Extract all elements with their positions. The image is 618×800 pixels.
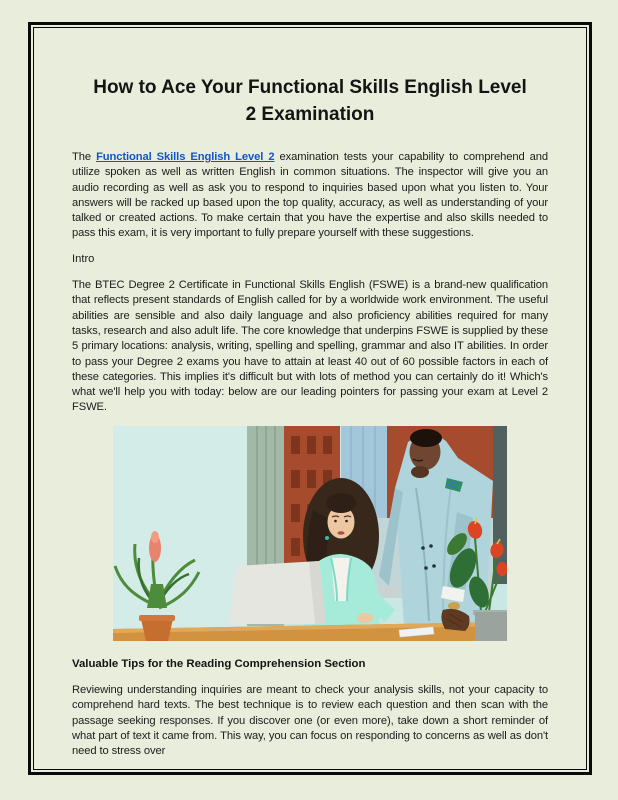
paragraph-overview bbox=[72, 150, 548, 242]
photo-gray-pot bbox=[475, 612, 507, 641]
page-title-line1: How to Ace Your Functional Skills English Level bbox=[93, 77, 527, 98]
photo-woman-lips bbox=[338, 531, 345, 535]
page-content bbox=[33, 27, 587, 770]
photo-woman-earring bbox=[325, 536, 329, 540]
paragraph-overview-prefix: The bbox=[72, 151, 97, 163]
functional-skills-link[interactable]: Functional Skills English Level 2 bbox=[96, 151, 275, 163]
paragraph-tips: Reviewing understanding inquiries are meant to check your analysis skills, not your capacity to comprehend hard texts. The best technique is to review each question and then scan with the passage seeking responses. If you discover one (or even more), take down a short reminder of what part of text it came from. This way, you can focus on responding to concerns as well as don't need to stress over bbox=[72, 684, 548, 758]
office-photo-illustration bbox=[113, 426, 507, 641]
photo-man-beard bbox=[411, 466, 429, 478]
photo-wall-left bbox=[113, 426, 249, 641]
page-border bbox=[28, 22, 592, 775]
paragraph-intro: The BTEC Degree 2 Certificate in Functional Skills English (FSWE) is a brand-new qualification that reflects present standards of English called for by a worldwide work environment. The useful abilities are sensible and also daily language and also proficiency abilities required for many tasks, research and also adult life. The core knowledge that underpins FSWE is supplied by these 5 primary locations: analysis, writing, spelling and spelling, grammar and also IT abilities. In order to pass your Degree 2 exams you have to attain at least 40 out of 60 possible factors in each of these categories. This implies it's difficult but with lots of method you can certainly do it! Which's what we'll help you with today: below are our leading pointers for passing your exam at Level 2 FSWE. bbox=[72, 279, 548, 414]
photo-terracotta-pot bbox=[141, 619, 173, 641]
photo-man-hair bbox=[410, 429, 442, 447]
section-heading: Valuable Tips for the Reading Comprehension Section bbox=[72, 657, 366, 670]
office-photo bbox=[113, 426, 507, 641]
paragraph-overview-rest: examination tests your capability to comprehend and utilize spoken as well as written English in common situations. The inspector will give you an audio recording as well as ask you to respond to inquiries based upon what you listen to. Your answers will be racked up based upon the top quality, accuracy, as well as understanding of your talked or created actions. To make certain that you have the expertise and also skills needed to pass this exam, it is very important to fully prepare yourself with these suggestions. bbox=[72, 151, 548, 240]
page-title-line2: 2 Examination bbox=[245, 104, 375, 125]
page-title bbox=[72, 74, 548, 128]
intro-label: Intro bbox=[72, 252, 95, 265]
photo-woman-hand bbox=[357, 613, 373, 623]
photo-man-watch bbox=[448, 602, 460, 610]
